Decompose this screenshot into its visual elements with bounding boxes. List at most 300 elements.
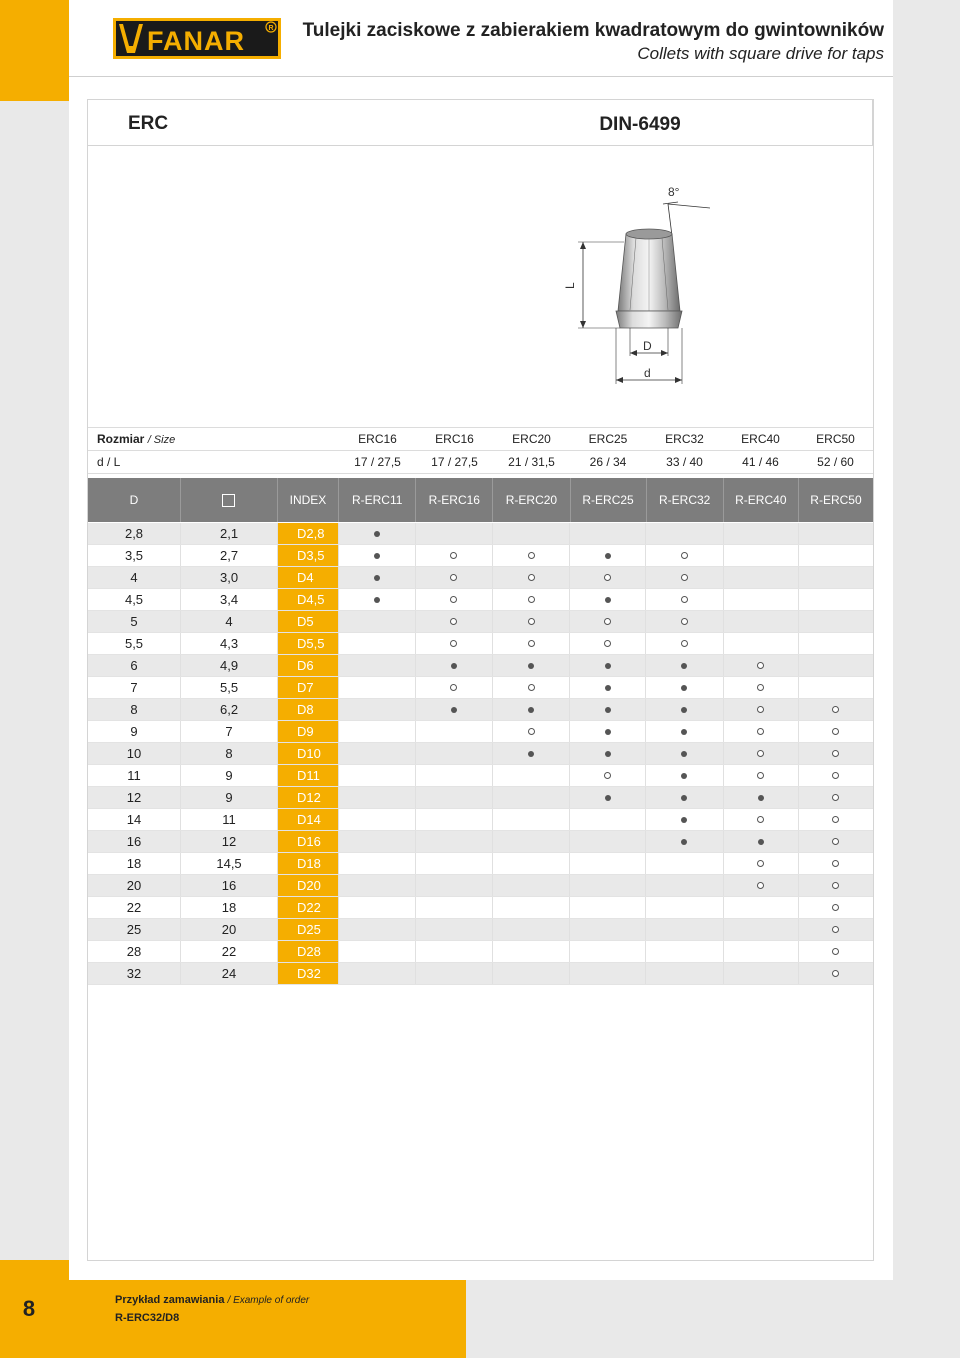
cell-index: D12 [278, 787, 339, 808]
availability-cell [416, 941, 493, 962]
table-row [88, 809, 873, 831]
availability-cell [493, 655, 570, 676]
availability-cell [724, 567, 799, 588]
availability-cell [493, 765, 570, 786]
availability-cell [493, 875, 570, 896]
cell-square: 22 [181, 941, 278, 962]
size-label: Rozmiar [97, 432, 145, 446]
cell-index: D11 [278, 765, 339, 786]
filled-dot-icon [605, 553, 611, 559]
filled-dot-icon [681, 773, 687, 779]
open-dot-icon [450, 640, 457, 647]
availability-cell [646, 743, 723, 764]
availability-cell [493, 743, 570, 764]
dim-cell: 33 / 40 [646, 451, 723, 474]
availability-cell [799, 743, 873, 764]
availability-cell [493, 677, 570, 698]
table-row [88, 655, 873, 677]
availability-cell [493, 523, 570, 544]
cell-index: D3,5 [278, 545, 339, 566]
angle-label: 8° [668, 185, 680, 199]
availability-cell [570, 523, 646, 544]
cell-square: 5,5 [181, 677, 278, 698]
availability-cell [646, 589, 723, 610]
availability-cell [493, 941, 570, 962]
availability-cell [724, 765, 799, 786]
matrix-body [88, 523, 873, 985]
table-row [88, 853, 873, 875]
header-index: INDEX [278, 478, 339, 522]
header-col: R-ERC11 [339, 478, 416, 522]
series-label: ERC [127, 113, 169, 134]
open-dot-icon [681, 618, 688, 625]
cell-square: 12 [181, 831, 278, 852]
availability-cell [493, 611, 570, 632]
cell-index: D25 [278, 919, 339, 940]
right-margin-strip [893, 0, 960, 1358]
availability-cell [493, 633, 570, 654]
cell-index: D16 [278, 831, 339, 852]
table-row [88, 523, 873, 545]
availability-cell [724, 523, 799, 544]
availability-cell [799, 809, 873, 830]
dim-cell: 21 / 31,5 [493, 451, 570, 474]
availability-cell [799, 765, 873, 786]
availability-cell [416, 787, 493, 808]
availability-cell [339, 523, 416, 544]
availability-cell [570, 831, 646, 852]
cell-d: 18 [88, 853, 181, 874]
table-row [88, 787, 873, 809]
availability-cell [799, 589, 873, 610]
cell-index: D10 [278, 743, 339, 764]
cell-index: D5 [278, 611, 339, 632]
open-dot-icon [450, 618, 457, 625]
availability-cell [339, 721, 416, 742]
availability-cell [799, 611, 873, 632]
order-example [115, 1294, 309, 1306]
filled-dot-icon [374, 575, 380, 581]
cell-square: 20 [181, 919, 278, 940]
availability-cell [416, 589, 493, 610]
cell-square: 3,0 [181, 567, 278, 588]
filled-dot-icon [374, 531, 380, 537]
availability-cell [799, 897, 873, 918]
availability-cell [799, 963, 873, 984]
filled-dot-icon [758, 839, 764, 845]
availability-cell [570, 655, 646, 676]
cell-square: 8 [181, 743, 278, 764]
availability-cell [570, 589, 646, 610]
availability-cell [339, 963, 416, 984]
filled-dot-icon [605, 707, 611, 713]
availability-cell [339, 809, 416, 830]
availability-cell [339, 567, 416, 588]
open-dot-icon [528, 618, 535, 625]
availability-cell [646, 721, 723, 742]
filled-dot-icon [374, 553, 380, 559]
filled-dot-icon [528, 707, 534, 713]
standard-label: DIN-6499 [599, 114, 681, 135]
cell-square: 2,1 [181, 523, 278, 544]
header-col: R-ERC32 [647, 478, 724, 522]
size-table [88, 427, 873, 474]
cell-d: 16 [88, 831, 181, 852]
page-subtitle: Collets with square drive for taps [637, 44, 884, 63]
availability-cell [799, 545, 873, 566]
availability-cell [339, 611, 416, 632]
availability-cell [570, 567, 646, 588]
cell-square: 16 [181, 875, 278, 896]
size-cell: ERC16 [339, 428, 416, 451]
availability-cell [724, 721, 799, 742]
availability-cell [646, 655, 723, 676]
filled-dot-icon [681, 685, 687, 691]
filled-dot-icon [528, 663, 534, 669]
open-dot-icon [832, 750, 839, 757]
availability-cell [570, 765, 646, 786]
table-row [88, 875, 873, 897]
dim-cell: 26 / 34 [570, 451, 646, 474]
cell-d: 9 [88, 721, 181, 742]
availability-cell [799, 677, 873, 698]
availability-cell [416, 963, 493, 984]
cell-index: D28 [278, 941, 339, 962]
open-dot-icon [681, 596, 688, 603]
availability-cell [493, 919, 570, 940]
order-label: Przykład zamawiania [115, 1294, 225, 1306]
size-label-cell [88, 428, 339, 451]
open-dot-icon [757, 662, 764, 669]
availability-cell [724, 545, 799, 566]
availability-cell [339, 853, 416, 874]
availability-cell [339, 897, 416, 918]
availability-cell [493, 809, 570, 830]
filled-dot-icon [451, 707, 457, 713]
cell-d: 6 [88, 655, 181, 676]
availability-cell [339, 875, 416, 896]
filled-dot-icon [681, 795, 687, 801]
availability-cell [724, 919, 799, 940]
availability-cell [416, 897, 493, 918]
open-dot-icon [832, 904, 839, 911]
page-number: 8 [22, 1296, 36, 1321]
open-dot-icon [832, 882, 839, 889]
availability-cell [570, 721, 646, 742]
open-dot-icon [681, 552, 688, 559]
availability-cell [646, 919, 723, 940]
table-row [88, 743, 873, 765]
availability-cell [416, 919, 493, 940]
open-dot-icon [757, 882, 764, 889]
filled-dot-icon [605, 795, 611, 801]
header-d: D [88, 478, 181, 522]
filled-dot-icon [681, 663, 687, 669]
open-dot-icon [832, 948, 839, 955]
filled-dot-icon [605, 685, 611, 691]
filled-dot-icon [681, 839, 687, 845]
availability-cell [646, 633, 723, 654]
open-dot-icon [832, 772, 839, 779]
cell-d: 3,5 [88, 545, 181, 566]
availability-cell [570, 611, 646, 632]
side-accent-top [0, 0, 69, 101]
footer-grey-panel [466, 1280, 960, 1358]
cell-d: 2,8 [88, 523, 181, 544]
filled-dot-icon [605, 751, 611, 757]
availability-cell [339, 545, 416, 566]
square-icon [222, 494, 235, 507]
size-cell: ERC25 [570, 428, 646, 451]
open-dot-icon [757, 860, 764, 867]
availability-cell [646, 897, 723, 918]
cell-d: 32 [88, 963, 181, 984]
open-dot-icon [528, 684, 535, 691]
cell-index: D18 [278, 853, 339, 874]
cell-square: 4,9 [181, 655, 278, 676]
availability-cell [724, 633, 799, 654]
availability-cell [724, 787, 799, 808]
availability-cell [646, 875, 723, 896]
cell-index: D2,8 [278, 523, 339, 544]
size-label-en: / Size [147, 434, 176, 446]
availability-cell [799, 655, 873, 676]
cell-index: D7 [278, 677, 339, 698]
table-row [88, 545, 873, 567]
standard-box [211, 99, 873, 146]
availability-cell [570, 699, 646, 720]
open-dot-icon [450, 574, 457, 581]
open-dot-icon [832, 926, 839, 933]
table-row [88, 963, 873, 985]
availability-cell [416, 567, 493, 588]
cell-square: 4 [181, 611, 278, 632]
availability-cell [493, 699, 570, 720]
cell-d: 22 [88, 897, 181, 918]
open-dot-icon [604, 772, 611, 779]
size-row [88, 428, 873, 451]
open-dot-icon [528, 574, 535, 581]
dim-cell: 17 / 27,5 [339, 451, 416, 474]
availability-cell [570, 941, 646, 962]
availability-cell [416, 677, 493, 698]
cell-square: 18 [181, 897, 278, 918]
open-dot-icon [832, 794, 839, 801]
availability-cell [339, 655, 416, 676]
availability-cell [646, 545, 723, 566]
availability-cell [646, 567, 723, 588]
open-dot-icon [681, 574, 688, 581]
dimension-row [88, 451, 873, 474]
availability-cell [799, 523, 873, 544]
open-dot-icon [757, 684, 764, 691]
size-cell: ERC20 [493, 428, 570, 451]
open-dot-icon [832, 970, 839, 977]
open-dot-icon [604, 640, 611, 647]
page-title: Tulejki zaciskowe z zabierakiem kwadratowym do gwintowników [302, 20, 884, 41]
availability-cell [646, 963, 723, 984]
availability-cell [724, 677, 799, 698]
availability-cell [724, 897, 799, 918]
filled-dot-icon [681, 729, 687, 735]
availability-cell [416, 721, 493, 742]
header-divider [69, 76, 893, 77]
open-dot-icon [450, 596, 457, 603]
header-col: R-ERC25 [571, 478, 647, 522]
filled-dot-icon [681, 751, 687, 757]
availability-cell [799, 633, 873, 654]
availability-cell [416, 743, 493, 764]
fanar-logo [113, 18, 281, 59]
availability-cell [416, 765, 493, 786]
availability-cell [493, 853, 570, 874]
availability-cell [724, 941, 799, 962]
availability-cell [799, 853, 873, 874]
availability-cell [416, 545, 493, 566]
cell-d: 8 [88, 699, 181, 720]
availability-cell [799, 831, 873, 852]
availability-cell [724, 699, 799, 720]
cell-square: 6,2 [181, 699, 278, 720]
availability-cell [724, 853, 799, 874]
open-dot-icon [757, 706, 764, 713]
availability-cell [339, 589, 416, 610]
availability-cell [570, 853, 646, 874]
availability-cell [646, 809, 723, 830]
availability-cell [416, 699, 493, 720]
collet-drawing [560, 176, 720, 391]
cell-d: 5 [88, 611, 181, 632]
availability-cell [416, 523, 493, 544]
cell-square: 14,5 [181, 853, 278, 874]
side-strip [0, 101, 69, 1260]
availability-cell [570, 545, 646, 566]
availability-cell [416, 633, 493, 654]
filled-dot-icon [451, 663, 457, 669]
open-dot-icon [757, 728, 764, 735]
cell-square: 11 [181, 809, 278, 830]
inner-diameter-label: d [644, 366, 651, 380]
cell-square: 9 [181, 787, 278, 808]
cell-index: D9 [278, 721, 339, 742]
availability-cell [799, 787, 873, 808]
open-dot-icon [832, 838, 839, 845]
table-row [88, 567, 873, 589]
cell-square: 2,7 [181, 545, 278, 566]
availability-cell [799, 875, 873, 896]
table-row [88, 633, 873, 655]
cell-d: 4,5 [88, 589, 181, 610]
availability-cell [416, 611, 493, 632]
header-col: R-ERC16 [416, 478, 493, 522]
outer-diameter-label: D [643, 339, 652, 353]
open-dot-icon [681, 640, 688, 647]
availability-cell [339, 677, 416, 698]
open-dot-icon [832, 706, 839, 713]
cell-d: 5,5 [88, 633, 181, 654]
open-dot-icon [757, 816, 764, 823]
availability-cell [570, 963, 646, 984]
availability-cell [570, 743, 646, 764]
availability-cell [570, 875, 646, 896]
cell-index: D8 [278, 699, 339, 720]
availability-cell [339, 919, 416, 940]
availability-cell [799, 567, 873, 588]
availability-cell [339, 699, 416, 720]
availability-cell [493, 721, 570, 742]
availability-cell [416, 853, 493, 874]
availability-cell [646, 787, 723, 808]
brand-wordmark: FANAR [147, 26, 245, 56]
availability-cell [646, 831, 723, 852]
cell-square: 4,3 [181, 633, 278, 654]
header-col: R-ERC50 [810, 493, 862, 507]
availability-cell [493, 589, 570, 610]
availability-cell [570, 897, 646, 918]
table-row [88, 765, 873, 787]
table-row [88, 589, 873, 611]
availability-cell [416, 809, 493, 830]
cell-d: 25 [88, 919, 181, 940]
cell-square: 7 [181, 721, 278, 742]
availability-cell [724, 875, 799, 896]
table-row [88, 919, 873, 941]
size-cell: ERC50 [798, 428, 873, 451]
table-row [88, 699, 873, 721]
table-row [88, 941, 873, 963]
cell-d: 12 [88, 787, 181, 808]
availability-cell [493, 831, 570, 852]
size-cell: ERC40 [723, 428, 798, 451]
cell-d: 10 [88, 743, 181, 764]
cell-square: 24 [181, 963, 278, 984]
availability-cell [724, 655, 799, 676]
cell-index: D32 [278, 963, 339, 984]
open-dot-icon [757, 750, 764, 757]
order-label-en: / Example of order [227, 1295, 310, 1306]
size-cell: ERC16 [416, 428, 493, 451]
availability-cell [724, 589, 799, 610]
cell-d: 28 [88, 941, 181, 962]
table-row [88, 677, 873, 699]
dim-cell: 52 / 60 [798, 451, 873, 474]
availability-cell [493, 545, 570, 566]
availability-cell [646, 853, 723, 874]
open-dot-icon [528, 728, 535, 735]
cell-square: 3,4 [181, 589, 278, 610]
table-row [88, 897, 873, 919]
availability-cell [570, 919, 646, 940]
cell-d: 20 [88, 875, 181, 896]
availability-cell [570, 677, 646, 698]
availability-cell [493, 963, 570, 984]
open-dot-icon [832, 816, 839, 823]
availability-cell [724, 963, 799, 984]
cell-d: 7 [88, 677, 181, 698]
filled-dot-icon [528, 751, 534, 757]
size-cell: ERC32 [646, 428, 723, 451]
open-dot-icon [604, 618, 611, 625]
filled-dot-icon [605, 663, 611, 669]
length-label: L [563, 282, 577, 289]
table-row [88, 611, 873, 633]
filled-dot-icon [605, 597, 611, 603]
availability-cell [799, 919, 873, 940]
availability-cell [799, 941, 873, 962]
dim-cell: 41 / 46 [723, 451, 798, 474]
cell-d: 14 [88, 809, 181, 830]
availability-cell [646, 941, 723, 962]
